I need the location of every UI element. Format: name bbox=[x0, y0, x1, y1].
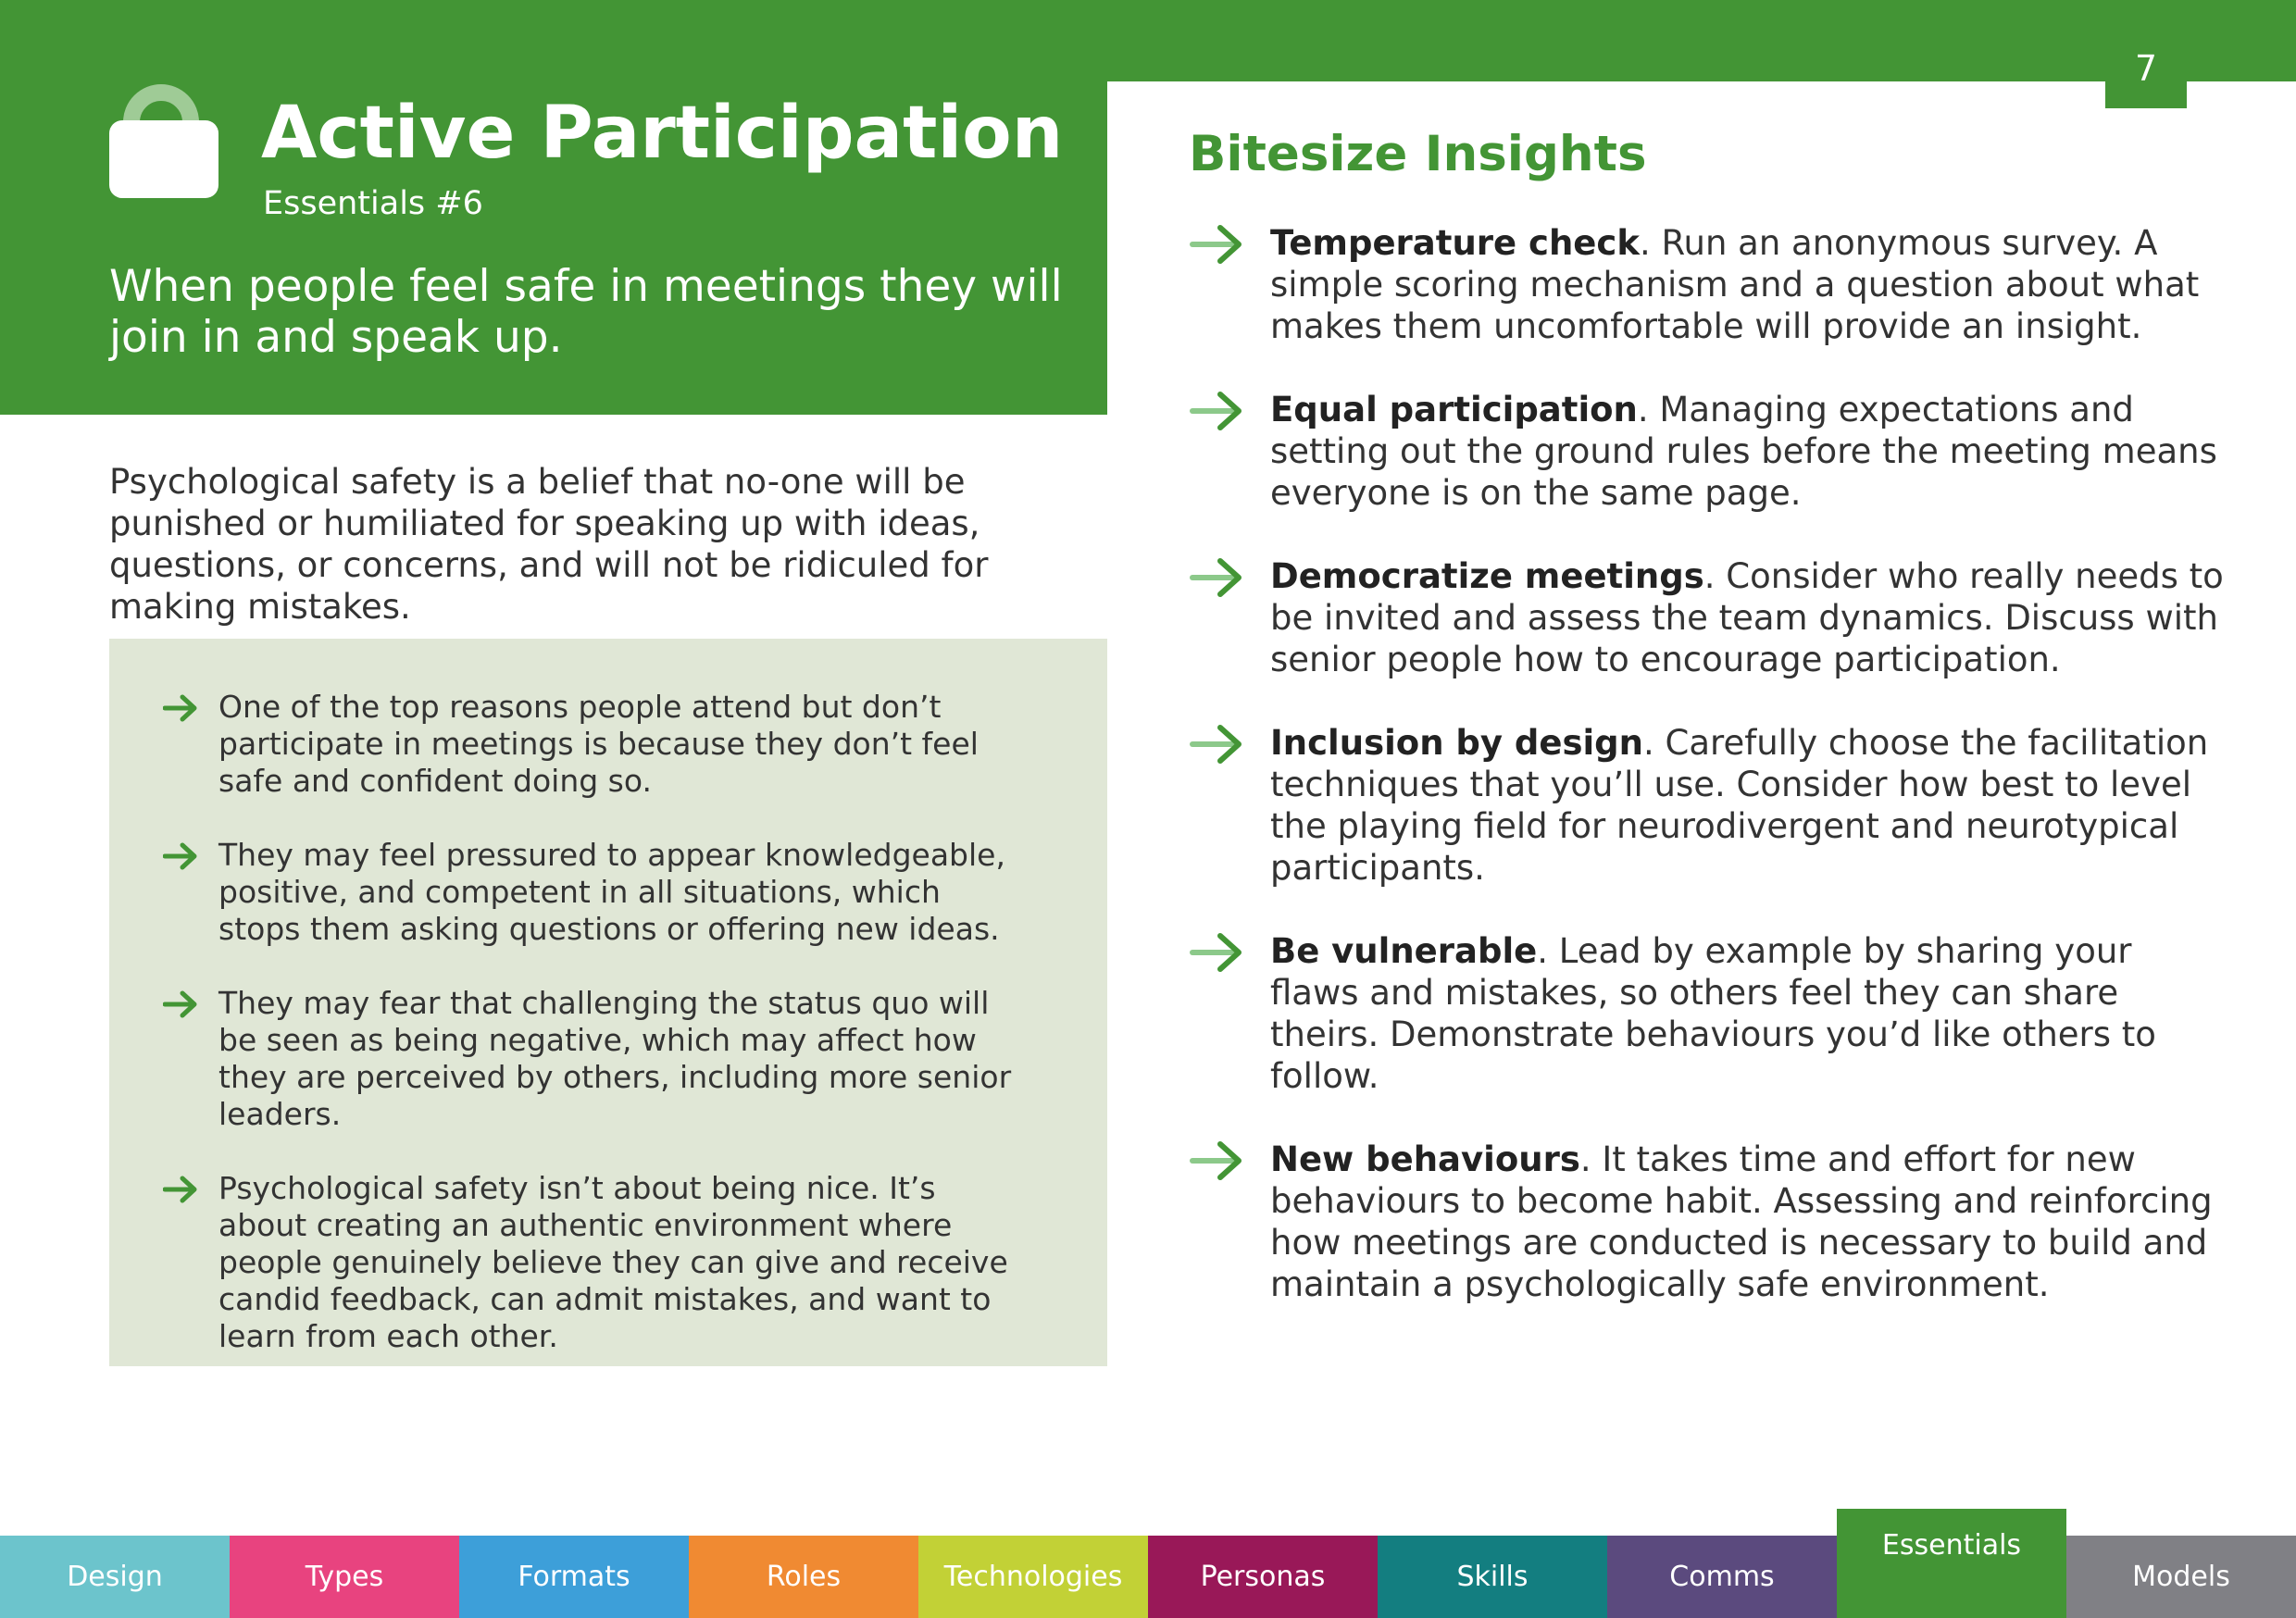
insights-list bbox=[1189, 222, 2226, 1347]
insight-text: . Managing expectations and setting out the ground rules before the meeting means everyone is on the same page. bbox=[1270, 390, 2217, 513]
callout-item-text: They may fear that challenging the status quo will be seen as being negative, which may affect how they are perceived by others, including more senior leaders. bbox=[218, 985, 1012, 1132]
nav-tab-formats[interactable]: Formats bbox=[459, 1536, 689, 1618]
arrow-right-icon bbox=[1189, 222, 1244, 267]
nav-tab-types[interactable]: Types bbox=[230, 1536, 459, 1618]
insight-text: . Consider who really needs to be invited and assess the team dynamics. Discuss with senior people how to encourage participation. bbox=[1270, 556, 2224, 679]
insight-text: . Lead by example by sharing your flaws and mistakes, so others feel they can share theirs. Demonstrate behaviours you’d like others to follow. bbox=[1270, 931, 2156, 1096]
insight-item bbox=[1189, 555, 2226, 680]
intro-paragraph: Psychological safety is a belief that no-one will be punished or humiliated for speaking up with ideas, questions, or concerns, and will not be ridiculed for making mistakes. bbox=[109, 462, 989, 627]
callout-item bbox=[163, 1170, 1015, 1355]
insight-item bbox=[1189, 930, 2226, 1097]
callout-item bbox=[163, 837, 1015, 948]
callout-item bbox=[163, 689, 1015, 800]
insight-item bbox=[1189, 222, 2226, 347]
arrow-right-icon bbox=[1189, 1139, 1244, 1183]
insight-text: . It takes time and effort for new behaviours to become habit. Assessing and reinforcing how meetings are conducted is necessary to build and maintain a psychologically safe environment. bbox=[1270, 1139, 2213, 1304]
callout-item-text: They may feel pressured to appear knowledgeable, positive, and competent in all situations, which stops them asking questions or offering new ideas. bbox=[218, 837, 1005, 947]
nav-tab-models[interactable]: Models bbox=[2066, 1536, 2296, 1618]
nav-tab-comms[interactable]: Comms bbox=[1607, 1536, 1837, 1618]
callout-item-text: Psychological safety isn’t about being nice. It’s about creating an authentic environment where people genuinely believe they can give and receive candid feedback, can admit mistakes, and want to learn from each other. bbox=[218, 1170, 1008, 1354]
insight-item bbox=[1189, 722, 2226, 889]
lead-text: When people feel safe in meetings they will join in and speak up. bbox=[109, 261, 1063, 363]
insight-item bbox=[1189, 1139, 2226, 1305]
nav-tab-design[interactable]: Design bbox=[0, 1536, 230, 1618]
callout-list bbox=[163, 689, 1015, 1392]
page-subtitle: Essentials #6 bbox=[263, 185, 483, 222]
arrow-right-icon bbox=[1189, 930, 1244, 975]
arrow-right-icon bbox=[163, 990, 198, 1018]
arrow-right-icon bbox=[1189, 555, 1244, 600]
insight-text: . Carefully choose the facilitation techniques that you’ll use. Consider how best to level the playing field for neurodivergent and neurotypical participants. bbox=[1270, 723, 2209, 888]
page-number: 7 bbox=[2134, 48, 2158, 89]
arrow-right-icon bbox=[163, 694, 198, 722]
insight-heading: Democratize meetings bbox=[1270, 556, 1704, 596]
nav-tab-skills[interactable]: Skills bbox=[1378, 1536, 1607, 1618]
insight-heading: Be vulnerable bbox=[1270, 931, 1538, 971]
nav-tab-essentials[interactable]: Essentials bbox=[1837, 1509, 2066, 1618]
insight-heading: Inclusion by design bbox=[1270, 723, 1644, 763]
arrow-right-icon bbox=[1189, 722, 1244, 766]
insight-text: . Run an anonymous survey. A simple scoring mechanism and a question about what makes them uncomfortable will provide an insight. bbox=[1270, 223, 2200, 346]
callout-item bbox=[163, 985, 1015, 1133]
arrow-right-icon bbox=[1189, 389, 1244, 433]
page-title: Active Participation bbox=[261, 92, 1064, 175]
nav-tab-technologies[interactable]: Technologies bbox=[918, 1536, 1148, 1618]
unlocked-padlock-icon bbox=[107, 74, 220, 200]
insight-heading: Equal participation bbox=[1270, 390, 1638, 429]
insight-heading: Temperature check bbox=[1270, 223, 1640, 263]
insights-heading: Bitesize Insights bbox=[1189, 126, 1647, 182]
arrow-right-icon bbox=[163, 1176, 198, 1203]
arrow-right-icon bbox=[163, 842, 198, 870]
section-nav bbox=[0, 1509, 2296, 1618]
insight-heading: New behaviours bbox=[1270, 1139, 1580, 1179]
callout-box bbox=[109, 639, 1107, 1366]
nav-tab-personas[interactable]: Personas bbox=[1148, 1536, 1378, 1618]
nav-tab-roles[interactable]: Roles bbox=[689, 1536, 918, 1618]
callout-item-text: One of the top reasons people attend but don’t participate in meetings is because they don’t feel safe and confident doing so. bbox=[218, 689, 979, 799]
insight-item bbox=[1189, 389, 2226, 514]
